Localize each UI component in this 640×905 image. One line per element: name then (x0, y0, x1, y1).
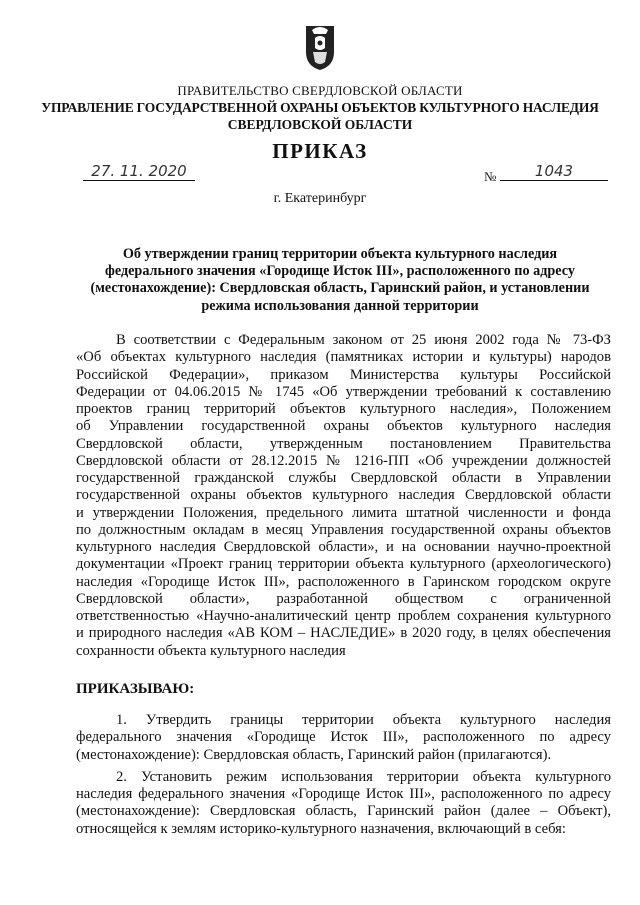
text-line: федерального значения «Городище Исток III», расположенного по адресу (76, 729, 611, 746)
text-line: Свердловской области от 28.12.2015 № 1216-ПП «Об учреждении должностей (76, 452, 611, 469)
heading-line: (местонахождение): Свердловская область, Гаринский район, и установлении (90, 280, 590, 297)
order-date: 27. 11. 2020 (83, 162, 195, 181)
department-name-line-2: СВЕРДЛОВСКОЙ ОБЛАСТИ (227, 117, 413, 132)
text-line: по должностным окладам в месяц Управления государственной охраны объектов (76, 521, 611, 538)
text-line: сохранности объекта культурного наследия (76, 642, 346, 659)
heading-line: Об утверждении границ территории объекта культурного наследия (122, 246, 558, 262)
document-title: ПРИКАЗ (272, 139, 368, 163)
text-line: относящейся к землям историко-культурного назначения, включающий в себя: (76, 820, 566, 837)
text-line: и утверждении Положения, предельного лимита штатной численности и фонда (76, 504, 611, 521)
text-line: ответственностью «Научно-аналитический центр проблем сохранения культурного (76, 608, 611, 624)
text-line: 1. Утвердить границы территории объекта культурного наследия (116, 712, 611, 728)
coat-of-arms-icon (303, 22, 337, 72)
text-line: и природного наследия «АВ КОМ – НАСЛЕДИЕ» в 2020 году, в целях обеспечения (76, 625, 611, 642)
order-number-label: № (484, 169, 497, 184)
government-name: ПРАВИТЕЛЬСТВО СВЕРДЛОВСКОЙ ОБЛАСТИ (177, 83, 463, 98)
department-name-line-1: УПРАВЛЕНИЕ ГОСУДАРСТВЕННОЙ ОХРАНЫ ОБЪЕКТОВ КУЛЬТУРНОГО НАСЛЕДИЯ (41, 100, 599, 115)
text-line: государственной охраны объектов культурного наследия Свердловской области (76, 487, 611, 504)
heading-line: режима использования данной территории (201, 297, 479, 314)
text-line: (местонахождение): Свердловская область, Гаринский район (прилагаются). (76, 746, 552, 763)
text-line: Российской Федерации», приказом Министерства культуры Российской (76, 366, 611, 383)
text-line: Федерации от 04.06.2015 № 1745 «Об утверждении требований к составлению (76, 383, 611, 400)
text-line: об Управлении государственной охраны объектов культурного наследия (76, 418, 611, 435)
text-line: наследия «Городище Исток III», расположенного в Гаринском городском округе (76, 573, 611, 590)
order-directive: ПРИКАЗЫВАЮ: (76, 681, 195, 697)
text-line: государственной гражданской службы Свердловской области в Управлении (76, 470, 611, 486)
text-line: Свердловской области, утвержденным постановлением Правительства (76, 435, 611, 452)
order-heading (70, 246, 610, 315)
text-line: «Об объектах культурного наследия (памятниках истории и культуры) народов (76, 349, 611, 366)
text-line: документации «Проект границ территории объекта культурного (археологического) (76, 556, 611, 573)
text-line: В соответствии с Федеральным законом от 25 июня 2002 года № 73-ФЗ (116, 332, 611, 348)
order-items (76, 712, 611, 838)
text-line: Свердловской области», разработанной обществом с ограниченной (76, 590, 611, 607)
text-line: (местонахождение): Свердловская область, Гаринский район (далее – Объект), (76, 803, 611, 820)
text-line: проектов границ территорий объектов культурного наследия», Положением (76, 401, 611, 417)
order-number: 1043 (500, 162, 608, 181)
text-line: культурного наследия Свердловской области», и на основании научно-проектной (76, 539, 611, 555)
text-line: 2. Установить режим использования территории объекта культурного (116, 768, 611, 785)
text-line: наследия федерального значения «Городище Исток III», расположенного по адресу (76, 786, 611, 802)
city: г. Екатеринбург (273, 191, 367, 206)
heading-line: федерального значения «Городище Исток III», расположенного по адресу (105, 263, 575, 280)
preamble-paragraph (76, 332, 611, 660)
